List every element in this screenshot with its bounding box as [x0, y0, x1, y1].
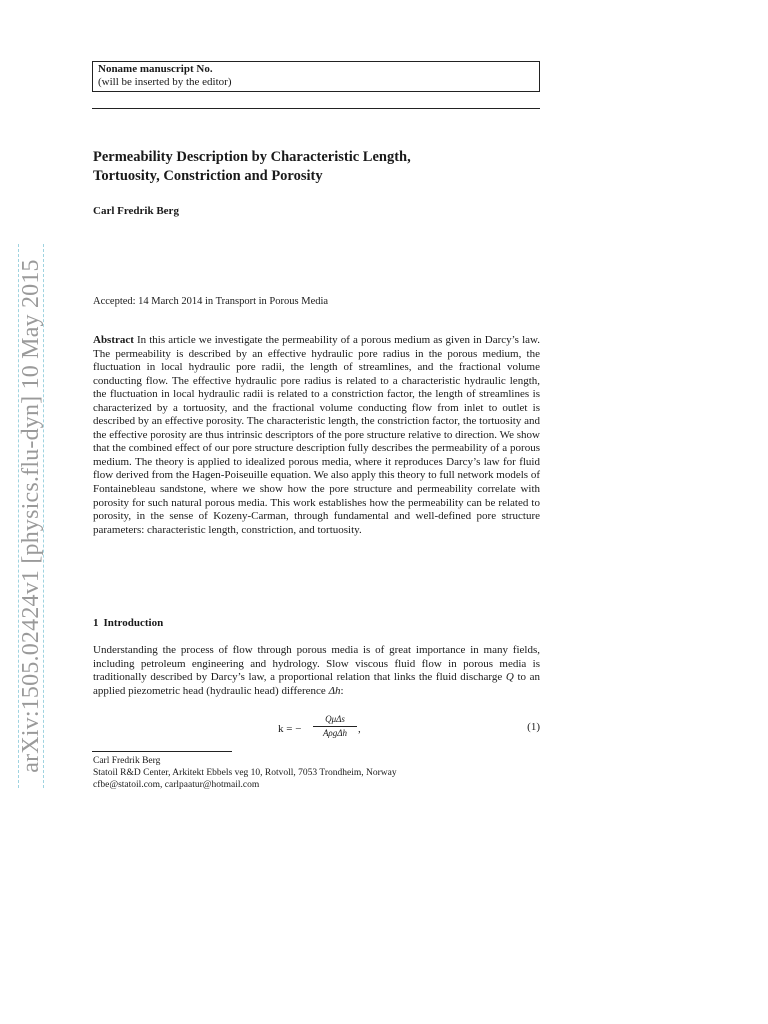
section-heading-introduction [93, 617, 163, 629]
footnote-rule [92, 751, 232, 752]
intro-text-3: : [340, 684, 344, 697]
intro-text-2: to an applied piezometric head (hydraulic head) difference [93, 671, 540, 697]
equation-trailing: , [358, 723, 361, 735]
section-number: 1 [93, 617, 99, 629]
manuscript-editor-note: (will be inserted by the editor) [98, 76, 232, 88]
fraction-bar [313, 726, 357, 727]
author-footnote [93, 755, 540, 791]
equation-number: (1) [527, 721, 540, 733]
manuscript-number-box [92, 61, 540, 92]
introduction-paragraph [93, 644, 540, 698]
variable-Q: Q [505, 671, 514, 684]
manuscript-label: Noname manuscript No. [98, 63, 213, 75]
header-rule [92, 108, 540, 109]
title-line-1: Permeability Description by Characteristic Length, [93, 149, 411, 165]
variable-delta-h: Δh [328, 684, 341, 697]
acceptance-note: Accepted: 14 March 2014 in Transport in Porous Media [93, 296, 329, 307]
abstract-label: Abstract [93, 334, 134, 346]
footnote-author-name: Carl Fredrik Berg [93, 756, 161, 766]
arxiv-identifier[interactable]: arXiv:1505.02424v1 [physics.flu-dyn] 10 May 2015 [18, 259, 44, 773]
intro-text-1: Understanding the process of flow through porous media is of great importance in many fields, including petroleum engineering and hydrology. Slow viscous fluid flow in porous media is traditionally described by Darcy’s law, a proportional relation that links the fluid discharge [93, 644, 540, 684]
equation-numerator: QμΔs [325, 714, 345, 724]
equation-denominator: AρgΔh [322, 728, 348, 738]
equation-lhs: k = − [278, 723, 302, 735]
equation-1 [93, 713, 540, 745]
arxiv-side-stamp [16, 244, 46, 788]
paper-title [93, 148, 538, 186]
footnote-address: Statoil R&D Center, Arkitekt Ebbels veg 10, Rotvoll, 7053 Trondheim, Norway [93, 768, 397, 778]
title-line-2: Tortuosity, Constriction and Porosity [93, 168, 323, 184]
equation-fraction [313, 714, 357, 739]
abstract [93, 334, 540, 537]
author-name: Carl Fredrik Berg [93, 205, 179, 217]
section-title: Introduction [103, 617, 164, 629]
footnote-emails[interactable]: cfbe@statoil.com, carlpaatur@hotmail.com [93, 780, 260, 790]
abstract-text: In this article we investigate the permeability of a porous medium as given in Darcy’s law. The permeability is described by an effective hydraulic pore radius in the porous medium, the fluctuation in local hydraulic pore radii, the length of streamlines, and the fractional volume conducting flow. The effective hydraulic pore radius is related to a characteristic hydraulic length, the fluctuation in local hydraulic radii is related to a constriction factor, the length of streamlines is characterized by a tortuosity, and the fractional volume conducting flow from inlet to outlet is described by an effective porosity. The characteristic length, the constriction factor, the tortuosity and the effective porosity are thus intrinsic descriptors of the pore structure relative to direction. We show that the combined effect of our pore structure description fully describes the permeability of a porous medium. The theory is applied to idealized porous media, where it reproduces Darcy’s law for fluid flow derived from the Hagen-Poiseuille equation. We also apply this theory to full network models of Fontainebleau sandstone, where we show how the pore structure and permeability correlate with porosity for such natural porous media. This work establishes how the permeability can be related to porosity, in the sense of Kozeny-Carman, through fundamental and well-defined pore structure parameters: characteristic length, constriction, and tortuosity. [93, 334, 540, 536]
